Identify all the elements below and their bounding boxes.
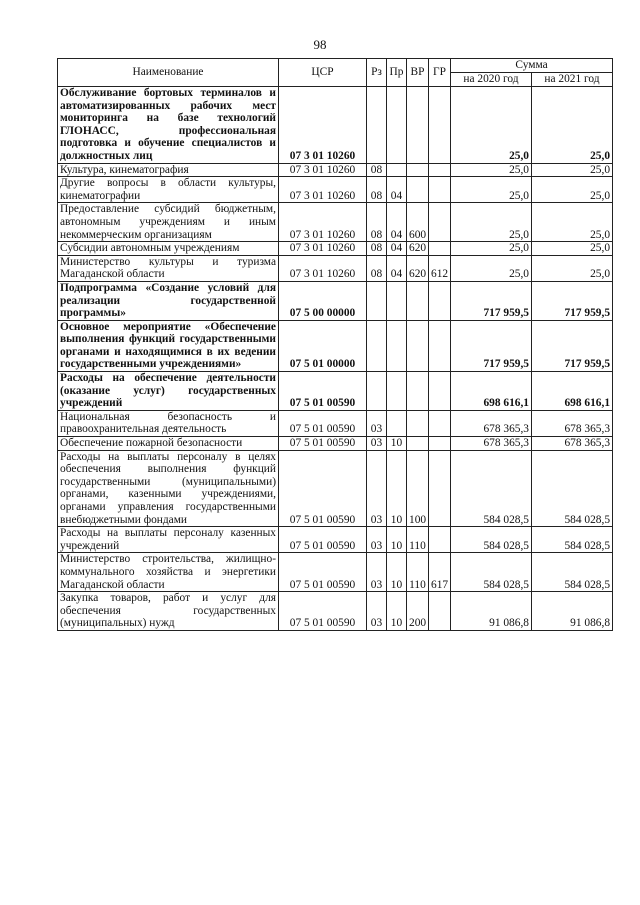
- cell-sum-2021: 25,0: [532, 203, 613, 242]
- cell-name: Расходы на обеспечение деятельности (оказание услуг) государственных учреждений: [58, 372, 279, 411]
- table-row: [58, 177, 613, 203]
- cell-pr: [387, 281, 407, 320]
- header-csr: ЦСР: [279, 59, 367, 87]
- table-row: [58, 242, 613, 256]
- cell-sum-2020: 25,0: [451, 177, 532, 203]
- cell-sum-2020: 717 959,5: [451, 320, 532, 371]
- cell-gr: [429, 203, 451, 242]
- cell-vr: 620: [407, 255, 429, 281]
- header-rz: Рз: [367, 59, 387, 87]
- cell-sum-2021: 25,0: [532, 177, 613, 203]
- cell-csr: 07 5 01 00000: [279, 320, 367, 371]
- cell-sum-2021: 678 365,3: [532, 410, 613, 436]
- cell-sum-2020: 698 616,1: [451, 372, 532, 411]
- cell-sum-2020: 678 365,3: [451, 437, 532, 451]
- table-row: [58, 437, 613, 451]
- cell-rz: 03: [367, 527, 387, 553]
- cell-vr: 100: [407, 450, 429, 527]
- cell-sum-2021: 25,0: [532, 163, 613, 177]
- cell-vr: [407, 87, 429, 164]
- cell-sum-2020: 25,0: [451, 87, 532, 164]
- cell-sum-2021: 91 086,8: [532, 592, 613, 631]
- cell-csr: 07 3 01 10260: [279, 203, 367, 242]
- cell-sum-2021: 678 365,3: [532, 437, 613, 451]
- table-row: [58, 320, 613, 371]
- cell-vr: [407, 163, 429, 177]
- cell-sum-2021: 25,0: [532, 242, 613, 256]
- cell-csr: 07 5 01 00590: [279, 410, 367, 436]
- cell-sum-2021: 584 028,5: [532, 527, 613, 553]
- cell-gr: [429, 163, 451, 177]
- cell-csr: 07 5 01 00590: [279, 592, 367, 631]
- cell-csr: 07 3 01 10260: [279, 163, 367, 177]
- cell-sum-2020: 584 028,5: [451, 527, 532, 553]
- header-vr: ВР: [407, 59, 429, 87]
- table-row: [58, 553, 613, 592]
- cell-vr: 600: [407, 203, 429, 242]
- cell-vr: 110: [407, 527, 429, 553]
- cell-vr: [407, 281, 429, 320]
- cell-sum-2020: 678 365,3: [451, 410, 532, 436]
- cell-sum-2021: 584 028,5: [532, 553, 613, 592]
- table-row: [58, 203, 613, 242]
- cell-csr: 07 3 01 10260: [279, 255, 367, 281]
- cell-name: Министерство культуры и туризма Магаданской области: [58, 255, 279, 281]
- cell-gr: [429, 372, 451, 411]
- table-row: [58, 410, 613, 436]
- header-year-2021: на 2021 год: [532, 73, 613, 87]
- cell-name: Основное мероприятие «Обеспечение выполнения функций государственными органами и находящимися в их ведении государственными учреждениями»: [58, 320, 279, 371]
- cell-vr: [407, 410, 429, 436]
- cell-gr: [429, 281, 451, 320]
- header-name: Наименование: [58, 59, 279, 87]
- cell-gr: 612: [429, 255, 451, 281]
- cell-csr: 07 3 01 10260: [279, 87, 367, 164]
- cell-pr: 04: [387, 242, 407, 256]
- cell-rz: 03: [367, 437, 387, 451]
- table-header: [58, 59, 613, 87]
- cell-vr: 620: [407, 242, 429, 256]
- cell-pr: [387, 410, 407, 436]
- cell-name: Культура, кинематография: [58, 163, 279, 177]
- header-year-2020: на 2020 год: [451, 73, 532, 87]
- table-row: [58, 592, 613, 631]
- cell-csr: 07 5 01 00590: [279, 527, 367, 553]
- cell-pr: 10: [387, 450, 407, 527]
- cell-name: Расходы на выплаты персоналу казенных учреждений: [58, 527, 279, 553]
- cell-name: Подпрограмма «Создание условий для реализации государственной программы»: [58, 281, 279, 320]
- cell-rz: [367, 87, 387, 164]
- cell-sum-2020: 25,0: [451, 163, 532, 177]
- cell-csr: 07 3 01 10260: [279, 242, 367, 256]
- cell-name: Обслуживание бортовых терминалов и автоматизированных рабочих мест мониторинга на базе технологий ГЛОНАСС, профессиональная подготовка и обучение специалистов и должностных лиц: [58, 87, 279, 164]
- cell-name: Предоставление субсидий бюджетным, автономным учреждениям и иным некоммерческим организациям: [58, 203, 279, 242]
- cell-csr: 07 5 01 00590: [279, 450, 367, 527]
- cell-sum-2020: 584 028,5: [451, 450, 532, 527]
- cell-vr: 200: [407, 592, 429, 631]
- cell-pr: [387, 372, 407, 411]
- cell-vr: [407, 372, 429, 411]
- cell-sum-2020: 717 959,5: [451, 281, 532, 320]
- header-pr: Пр: [387, 59, 407, 87]
- cell-pr: 04: [387, 255, 407, 281]
- cell-gr: [429, 450, 451, 527]
- cell-pr: [387, 163, 407, 177]
- cell-pr: [387, 320, 407, 371]
- cell-rz: 03: [367, 450, 387, 527]
- table-row: [58, 527, 613, 553]
- cell-rz: 03: [367, 592, 387, 631]
- cell-name: Национальная безопасность и правоохранительная деятельность: [58, 410, 279, 436]
- cell-name: Закупка товаров, работ и услуг для обеспечения государственных (муниципальных) нужд: [58, 592, 279, 631]
- cell-vr: [407, 320, 429, 371]
- cell-name: Обеспечение пожарной безопасности: [58, 437, 279, 451]
- cell-gr: [429, 527, 451, 553]
- cell-name: Расходы на выплаты персоналу в целях обеспечения выполнения функций государственными (муниципальными) органами, казенными учреждениями, органами управления государственными внебюджетными фондами: [58, 450, 279, 527]
- cell-sum-2020: 25,0: [451, 203, 532, 242]
- cell-sum-2020: 584 028,5: [451, 553, 532, 592]
- cell-rz: [367, 320, 387, 371]
- cell-gr: 617: [429, 553, 451, 592]
- cell-pr: 10: [387, 592, 407, 631]
- cell-pr: 04: [387, 177, 407, 203]
- table-row: [58, 281, 613, 320]
- cell-gr: [429, 242, 451, 256]
- cell-csr: 07 5 01 00590: [279, 437, 367, 451]
- table-row: [58, 372, 613, 411]
- cell-rz: 03: [367, 410, 387, 436]
- table-body: [58, 87, 613, 631]
- cell-sum-2020: 91 086,8: [451, 592, 532, 631]
- cell-rz: [367, 281, 387, 320]
- cell-rz: 03: [367, 553, 387, 592]
- table-row: [58, 87, 613, 164]
- cell-rz: 08: [367, 177, 387, 203]
- header-sum: Сумма: [451, 59, 613, 73]
- cell-csr: 07 5 00 00000: [279, 281, 367, 320]
- cell-gr: [429, 592, 451, 631]
- table-row: [58, 450, 613, 527]
- cell-rz: 08: [367, 242, 387, 256]
- cell-gr: [429, 320, 451, 371]
- cell-sum-2021: 25,0: [532, 255, 613, 281]
- cell-pr: 04: [387, 203, 407, 242]
- table-row: [58, 255, 613, 281]
- cell-sum-2021: 584 028,5: [532, 450, 613, 527]
- cell-pr: 10: [387, 437, 407, 451]
- cell-csr: 07 5 01 00590: [279, 553, 367, 592]
- cell-gr: [429, 87, 451, 164]
- cell-sum-2021: 698 616,1: [532, 372, 613, 411]
- cell-gr: [429, 177, 451, 203]
- cell-sum-2021: 717 959,5: [532, 320, 613, 371]
- cell-gr: [429, 410, 451, 436]
- header-gr: ГР: [429, 59, 451, 87]
- cell-rz: 08: [367, 203, 387, 242]
- cell-rz: 08: [367, 163, 387, 177]
- cell-sum-2020: 25,0: [451, 242, 532, 256]
- cell-pr: 10: [387, 527, 407, 553]
- cell-rz: 08: [367, 255, 387, 281]
- cell-rz: [367, 372, 387, 411]
- cell-name: Субсидии автономным учреждениям: [58, 242, 279, 256]
- cell-name: Другие вопросы в области культуры, кинематографии: [58, 177, 279, 203]
- cell-pr: 10: [387, 553, 407, 592]
- budget-table: [57, 58, 613, 631]
- cell-csr: 07 5 01 00590: [279, 372, 367, 411]
- cell-vr: [407, 437, 429, 451]
- table-row: [58, 163, 613, 177]
- cell-vr: [407, 177, 429, 203]
- cell-sum-2021: 25,0: [532, 87, 613, 164]
- page-number: 98: [313, 37, 327, 52]
- cell-vr: 110: [407, 553, 429, 592]
- cell-name: Министерство строительства, жилищно-коммунального хозяйства и энергетики Магаданской области: [58, 553, 279, 592]
- cell-gr: [429, 437, 451, 451]
- cell-pr: [387, 87, 407, 164]
- cell-sum-2020: 25,0: [451, 255, 532, 281]
- cell-sum-2021: 717 959,5: [532, 281, 613, 320]
- cell-csr: 07 3 01 10260: [279, 177, 367, 203]
